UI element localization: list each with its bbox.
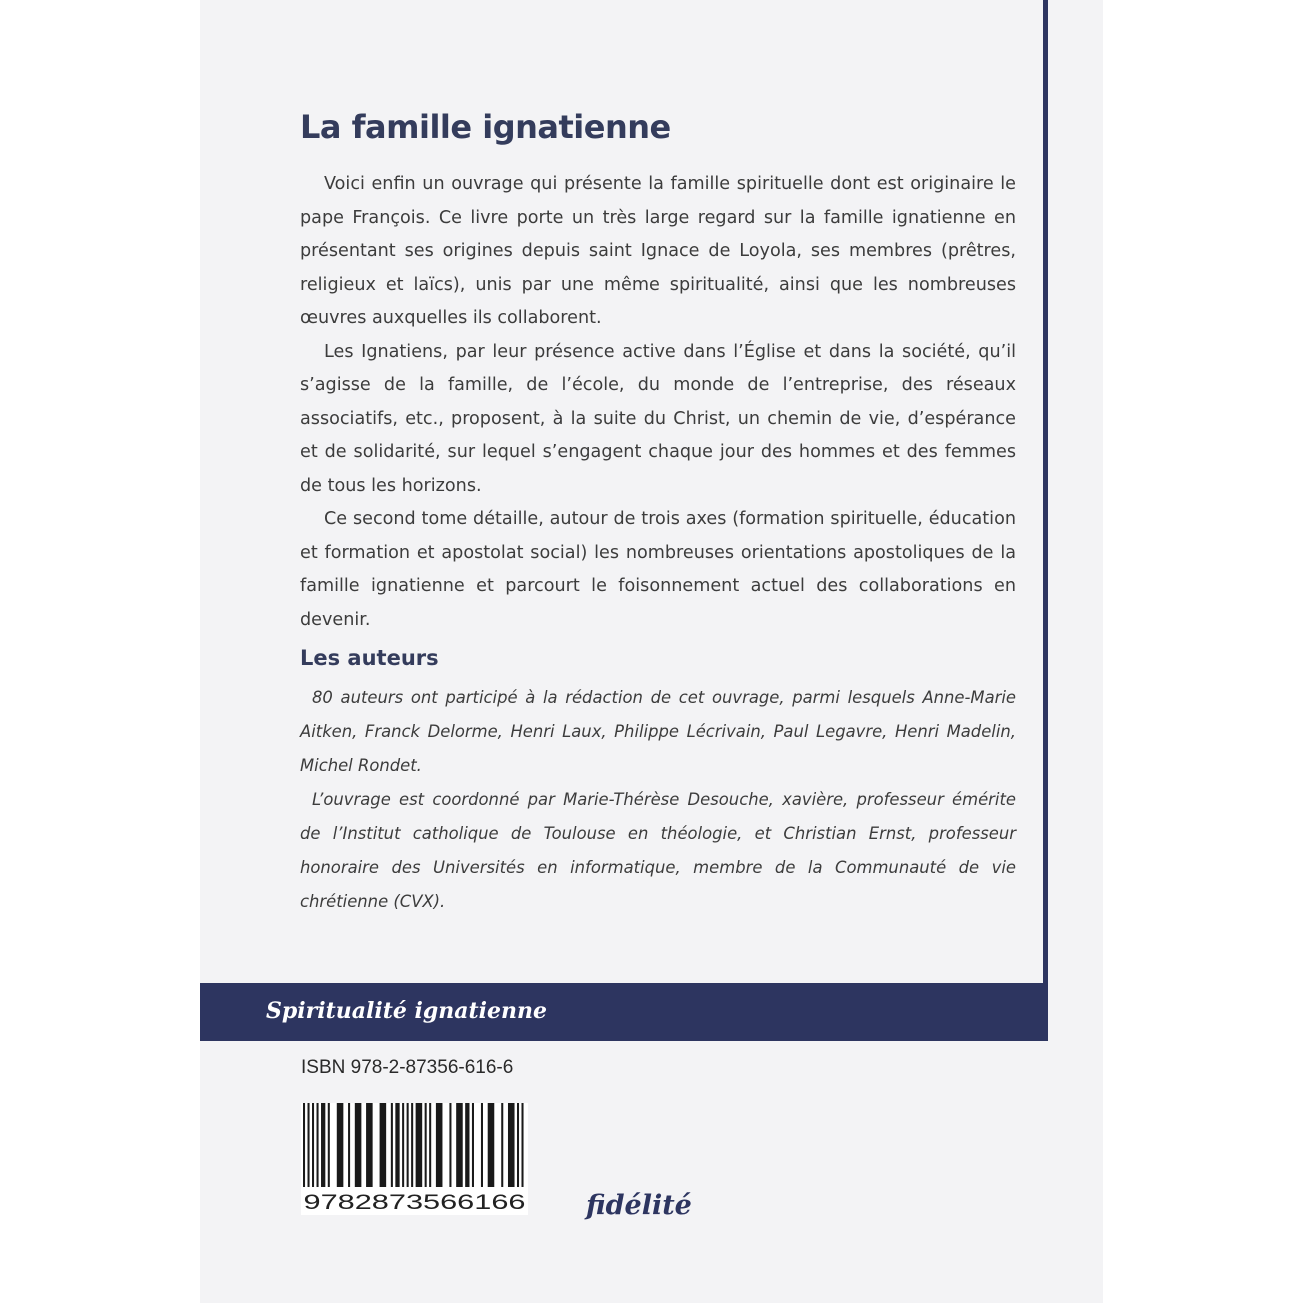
- blurb: [300, 168, 1016, 637]
- barcode-bar: [488, 1103, 495, 1187]
- barcode-bar: [481, 1103, 483, 1187]
- barcode-digits: 9782873566166: [303, 1190, 526, 1214]
- barcode-bar: [380, 1103, 387, 1187]
- barcode: [301, 1103, 528, 1215]
- barcode-bars: [303, 1103, 524, 1187]
- barcode-bar: [521, 1103, 523, 1187]
- barcode-bar: [395, 1103, 399, 1187]
- authors-section: [300, 681, 1016, 919]
- barcode-bar: [348, 1103, 350, 1187]
- barcode-bar: [391, 1103, 393, 1187]
- barcode-bar: [436, 1103, 443, 1187]
- authors-paragraph: L’ouvrage est coordonné par Marie-Thérèse Desouche, xavière, professeur émérite de l’Institut catholique de Toulouse en théologie, et Christian Ernst, professeur honoraire des Universités en informatique, membre de la Communauté de vie chrétienne (CVX).: [300, 790, 1016, 911]
- blurb-paragraph: Les Ignatiens, par leur présence active dans l’Église et dans la société, qu’il s’agisse de la famille, de l’école, du monde de l’entreprise, des réseaux associatifs, etc., proposent, à la suite du Christ, un chemin de vie, d’espérance et de solidarité, sur lequel s’engagent chaque jour des hommes et des femmes de tous les horizons.: [300, 341, 1016, 496]
- blurb-paragraph: Voici enfin un ouvrage qui présente la famille spirituelle dont est originaire le pape François. Ce livre porte un très large regard sur la famille ignatienne en présentant ses origines depuis saint Ignace de Loyola, ses membres (prêtres, religieux et laïcs), unis par une même spiritualité, ainsi que les nombreuses œuvres auxquelles ils collaborent.: [300, 174, 1016, 328]
- barcode-bar: [312, 1103, 314, 1187]
- publisher-logo: fidélité: [586, 1190, 692, 1221]
- barcode-bar: [303, 1103, 305, 1187]
- barcode-bar: [456, 1103, 463, 1187]
- barcode-bar: [321, 1103, 325, 1187]
- barcode-bar: [501, 1103, 503, 1187]
- barcode-bar: [425, 1103, 427, 1187]
- authors-paragraph: 80 auteurs ont participé à la rédaction de cet ouvrage, parmi lesquels Anne-Marie Aitken, Franck Delorme, Henri Laux, Philippe Lécrivain, Paul Legavre, Henri Madelin, Michel Rondet.: [300, 688, 1016, 775]
- barcode-bar: [337, 1103, 344, 1187]
- barcode-bar: [449, 1103, 451, 1187]
- barcode-bar: [402, 1103, 404, 1187]
- barcode-bar: [411, 1103, 413, 1187]
- barcode-bar: [355, 1103, 362, 1187]
- barcode-bar: [429, 1103, 431, 1187]
- barcode-bar: [517, 1103, 519, 1187]
- barcode-bar: [508, 1103, 515, 1187]
- barcode-bar: [317, 1103, 319, 1187]
- barcode-bar: [366, 1103, 373, 1187]
- book-title: La famille ignatienne: [300, 108, 671, 146]
- barcode-bar: [416, 1103, 423, 1187]
- collection-band: [200, 988, 1048, 1041]
- barcode-bar: [472, 1103, 474, 1187]
- barcode-bar: [328, 1103, 330, 1187]
- blurb-paragraph: Ce second tome détaille, autour de trois axes (formation spirituelle, éducation et formation et apostolat social) les nombreuses orientations apostoliques de la famille ignatienne et parcourt le foisonnement actuel des collaborations en devenir.: [300, 509, 1016, 630]
- barcode-bar: [465, 1103, 469, 1187]
- barcode-bar: [308, 1103, 310, 1187]
- frame-line-right: [1043, 0, 1048, 988]
- authors-heading: Les auteurs: [300, 646, 439, 670]
- isbn: ISBN 978-2-87356-616-6: [301, 1057, 514, 1078]
- collection-name: Spiritualité ignatienne: [266, 998, 548, 1024]
- barcode-bar: [407, 1103, 409, 1187]
